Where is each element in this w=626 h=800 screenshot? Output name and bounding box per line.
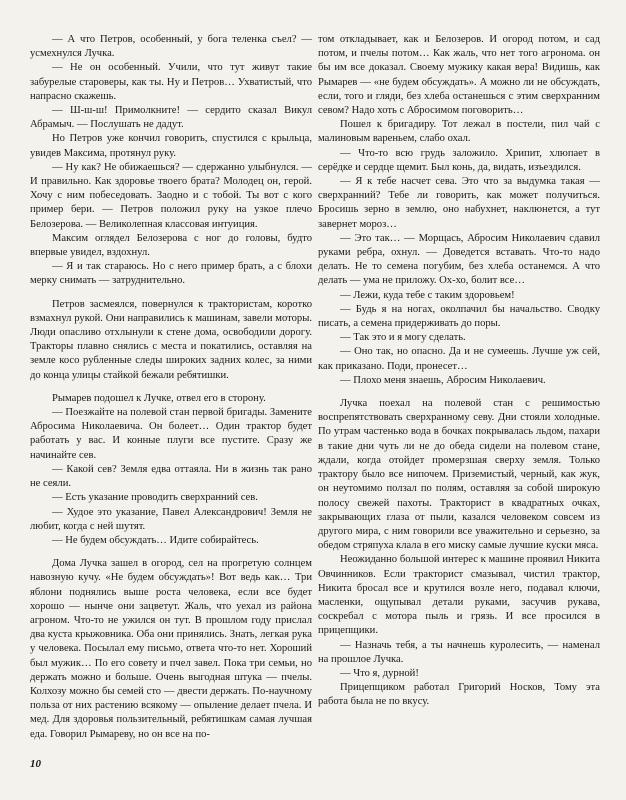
paragraph: Максим оглядел Белозерова с ног до головы, будто впервые увидел, вздохнул. xyxy=(30,232,312,259)
paragraph: — Что я, дурной! xyxy=(340,667,419,679)
paragraph: Дома Лучка зашел в огород, сел на прогретую солнцем навозную кучу. «Не будем обсуждать»! Вот ведь как… Три яблони поднялись выше роста человека, если все будет хорошо — нынче они зацветут. Жаль, что уехал из района агроном. Что-то не ужился он тут. В прошлом году прислал два куста крыжовника. Оба они принялись. Знать, легкая рука у человека. Посылал ему письмо, ответа что-то нет. Хороший был мужик… По его совету и пчел завел. Пока три семьи, но держать можно и больше. Очень выгодная штука — пчелы. Колхозу можно бы семей сто — двести держать. По-научному польза от них растению всякому — опыление делает пчела. И мед. Для здоровья пользительный, ребятишкам самая лучшая еда. Говорил Рымареву, но он все на по- xyxy=(30,558,312,740)
paragraph: — Ш-ш-ш! Примолкните! — сердито сказал Викул Абрамыч. — Послушать не дадут. xyxy=(30,105,312,131)
page-number: 10 xyxy=(30,758,41,770)
paragraph: — Оно так, но опасно. Да и не сумеешь. Лучше уж сей, как приказано. Поди, пронесет… xyxy=(318,346,600,372)
paragraph: — Это так… — Морщась, Абросим Николаевич сдавил руками ребра, охнул. — Доведется вставать. Что-то надо делать. Не то семена погубим, без хлеба останемся. А что делать — ума не приложу. Ох-хо, болит все… xyxy=(318,232,600,287)
paragraph: — Будь я на ногах, околпачил бы начальство. Сводку писать, а семена придерживать до поры. xyxy=(318,303,600,330)
paragraph: — Лежи, куда тебе с таким здоровьем! xyxy=(340,289,515,301)
right-column xyxy=(318,33,600,710)
paragraph: — Худое это указание, Павел Александрович! Земля не любит, когда с ней шутят. xyxy=(30,506,312,532)
paragraph: Петров засмеялся, повернулся к трактористам, коротко взмахнул рукой. Они направились к машинам, завели моторы. Люди опасливо отхлынули к стене дома, освободили дорогу. Тракторы плавно снялись с места и покатились, оставляя на земле косо рубленные следы широких задних колес, за ними до конца улицы стайкой бежали ребятишки. xyxy=(30,298,312,381)
paragraph: — Не будем обсуждать… Идите собирайтесь. xyxy=(52,534,259,546)
paragraph: — А что Петров, особенный, у бога теленка съел? — усмехнулся Лучка. xyxy=(30,34,312,60)
paragraph: том откладывает, как и Белозеров. И огород потом, и сад потом, и пчелы потом… Как жаль, что нет того агронома. он бы им все доказал. Своему мужику какая вера! Видишь, как Рымарев — «не будем обсуждать». А можно ли не обсуждать, если, того и гляди, без хлеба останешься с этим сверхранним севом? Надо хоть с Абросимом поговорить… xyxy=(318,34,600,117)
paragraph: Прицепщиком работал Григорий Носков, Тому эта работа была не по вкусу. xyxy=(318,682,600,708)
paragraph: — Не он особенный. Учили, что тут живут такие забурелые староверы, как ты. Ну и Петров… Ухватистый, что напрасно скажешь. xyxy=(30,62,312,102)
left-column xyxy=(30,33,312,742)
paragraph: Лучка поехал на полевой стан с решимостью воспрепятствовать сверхранному севу. Дни стояли холодные. По утрам частенько вода в бочках покрывалась льдом, пахари в такие дни чуть ли не до обеда сидели на полевом стане, ждали, когда отойдет промерзшая сверху земля. Только трактору было все нипочем. Приземистый, черный, как жук, он неутомимо ползал по полям, оставляя за собой широкую полосу свежей пахоты. Тракторист в квадратных очках, закрывающих глаза от пыли, казался человеком совсем из другого мира, с ним говорили все уважительно и серьезно, за обедом стряпуха клала в его миску самые лучшие куски мяса. xyxy=(318,398,600,552)
paragraph: Пошел к бригадиру. Тот лежал в постели, пил чай с малиновым вареньем, слабо охал. xyxy=(318,119,600,145)
paragraph: Но Петров уже кончил говорить, спустился с крыльца, увидев Максима, протянул руку. xyxy=(30,133,312,159)
paragraph: — Я к тебе насчет сева. Это что за выдумка такая — сверхранний? Тебе ли говорить, как может получиться. Бросишь зерно в землю, оно набухнет, наклюнется, а тут завернет мороз… xyxy=(318,176,600,230)
paragraph: — Так это и я могу сделать. xyxy=(340,332,466,344)
paragraph: — Я и так стараюсь. Но с него пример брать, а с блохи мерку снимать — затруднительно. xyxy=(30,261,312,287)
paragraph: — Ну как? Не обижаешься? — сдержанно улыбнулся. — И правильно. Как здоровье твоего брата? Молодец он, герой. Хочу с ним побеседовать. Заодно и с тобой. Ты вот с кого пример бери. — Петров положил руку на узкое плечо Белозерова. — Великолепная классовая интуиция. xyxy=(30,161,312,230)
paragraph: Рымарев подошел к Лучке, отвел его в сторону. xyxy=(52,392,266,404)
paragraph: — Назначь тебя, а ты начнешь куролесить, — наменал на прошлое Лучка. xyxy=(318,639,600,665)
paragraph: — Какой сев? Земля едва оттаяла. Ни в жизнь так рано не сеяли. xyxy=(30,463,312,490)
paragraph: Неожиданно большой интерес к машине проявил Никита Овчинников. Если тракторист смазывал, чистил трактор, Никита бросал все и крутился возле него, подавал ключи, масленки, ощупывал детали руками, засучив рукава, соскребал с мотора пыль и грязь. И все просился в прицепщики. xyxy=(318,554,600,637)
paragraph: — Что-то всю грудь заложило. Хрипит, хлюпает в серёдке и сердце щемит. Был конь, да, видать, изъездился. xyxy=(318,147,600,173)
paragraph: — Плохо меня знаешь, Абросим Николаевич. xyxy=(340,374,546,386)
paragraph: — Поезжайте на полевой стан первой бригады. Замените Абросима Николаевича. Он болеет… Один трактор будет работать у вас. И конные плуги все пустите. Сразу же начинайте сев. xyxy=(30,407,312,461)
paragraph: — Есть указание проводить сверхранний сев. xyxy=(52,492,258,504)
